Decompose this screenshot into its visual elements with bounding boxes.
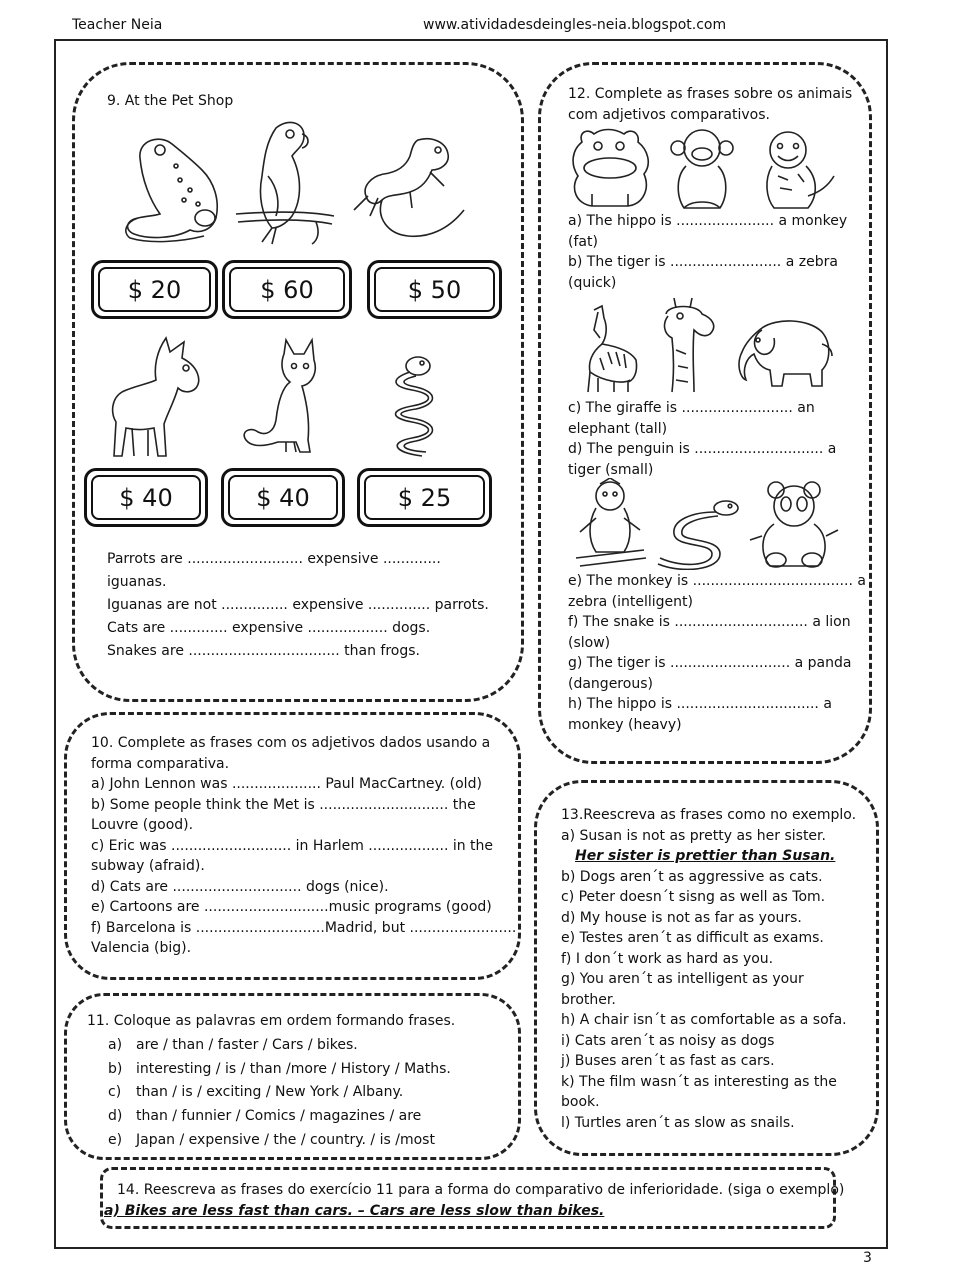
exercise-13-line: f) I don´t work as hard as you.: [561, 950, 774, 967]
snake-picture: [382, 352, 442, 462]
exercise-12-line: (slow): [568, 634, 611, 651]
header-url: www.atividadesdeingles-neia.blogspot.com: [423, 17, 727, 33]
giraffe-picture: [654, 294, 728, 394]
exercise-9-line: Iguanas are not ............... expensive .............. parrots.: [107, 597, 489, 613]
exercise-13-line: k) The film wasn´t as interesting as the: [561, 1073, 837, 1090]
exercise-13-line: brother.: [561, 991, 616, 1008]
exercise-10-text: [91, 733, 516, 959]
page-number: 3: [863, 1250, 872, 1266]
monkey-picture: [662, 126, 746, 212]
exercise-12-line: f) The snake is .............................. a lion: [568, 614, 851, 630]
exercise-12-line: e) The monkey is .................................... a: [568, 573, 866, 589]
exercise-13-example-question: a) Susan is not as pretty as her sister.: [561, 827, 826, 844]
exercise-13-line: g) You aren´t as intelligent as your: [561, 971, 804, 987]
parrot-picture: [232, 116, 340, 246]
exercise-13-line: c) Peter doesn´t sisng as well as Tom.: [561, 889, 826, 905]
exercise-12-line: b) The tiger is ......................... a zebra: [568, 254, 838, 270]
exercise-12-line: a) The hippo is ...................... a monkey: [568, 213, 848, 229]
price-tag-frog: $ 20: [91, 260, 218, 319]
exercise-12-sentences-ab: [568, 211, 847, 293]
elephant-picture: [732, 314, 834, 390]
exercise-10-line: a) John Lennon was .................... Paul MacCartney. (old): [91, 776, 482, 792]
exercise-9-line: Snakes are .................................. than frogs.: [107, 643, 420, 659]
list-item: e) Japan / expensive / the / country. / is /most: [108, 1131, 435, 1148]
cat-picture: [238, 336, 324, 456]
exercise-10-line: e) Cartoons are ............................music programs (good): [91, 899, 492, 915]
exercise-12-line: (fat): [568, 233, 598, 250]
tiger-picture: [748, 126, 838, 212]
list-item: c) than / is / exciting / New York / Albany.: [108, 1084, 404, 1101]
exercise-13-line: e) Testes aren´t as difficult as exams.: [561, 930, 824, 946]
exercise-13-title: 13.Reescreva as frases como no exemplo.: [561, 807, 857, 823]
list-item: b) interesting / is / than /more / History / Maths.: [108, 1060, 451, 1077]
header-author: Teacher Neia: [72, 17, 163, 33]
penguin-picture: [570, 478, 650, 570]
exercise-10-line: forma comparativa.: [91, 755, 230, 772]
list-item: d) than / funnier / Comics / magazines / are: [108, 1108, 422, 1125]
exercise-12-line: tiger (small): [568, 461, 654, 478]
exercise-14-example: a) Bikes are less fast than cars. – Cars are less slow than bikes.: [104, 1203, 605, 1219]
exercise-11-list: [108, 1034, 451, 1153]
hippo-picture: [568, 124, 656, 210]
exercise-12-line: (quick): [568, 274, 617, 291]
exercise-12-line: (dangerous): [568, 675, 653, 692]
panda-picture: [748, 480, 840, 570]
exercise-9-sentences: [107, 548, 489, 663]
price-tag-iguana: $ 50: [367, 260, 502, 319]
exercise-13-text: [561, 805, 856, 1133]
price-tag-snake: $ 25: [357, 468, 492, 527]
price-tag-dog: $ 40: [84, 468, 208, 527]
exercise-12-line: elephant (tall): [568, 420, 668, 437]
exercise-10-line: b) Some people think the Met is ............................. the: [91, 796, 476, 813]
dog-picture: [108, 332, 210, 462]
exercise-12-title: 12. Complete as frases sobre os animais com adjetivos comparativos.: [568, 86, 853, 123]
exercise-12-line: d) The penguin is ............................. a: [568, 441, 837, 457]
frog-picture: [120, 130, 230, 248]
snake-picture-2: [652, 496, 746, 570]
iguana-picture: [348, 130, 470, 246]
exercise-12-line: g) The tiger is ........................... a panda: [568, 655, 852, 671]
exercise-10-line: d) Cats are ............................. dogs (nice).: [91, 878, 389, 895]
exercise-9-title: 9. At the Pet Shop: [107, 93, 234, 109]
exercise-10-line: 10. Complete as frases com os adjetivos dados usando a: [91, 735, 491, 751]
exercise-13-line: b) Dogs aren´t as aggressive as cats.: [561, 868, 823, 885]
exercise-13-line: h) A chair isn´t as comfortable as a sofa.: [561, 1012, 847, 1028]
exercise-12-line: monkey (heavy): [568, 716, 682, 733]
exercise-13-line: d) My house is not as far as yours.: [561, 909, 802, 926]
exercise-12-sentences-eh: [568, 571, 866, 735]
list-item: a) are / than / faster / Cars / bikes.: [108, 1037, 358, 1053]
exercise-9-line: Cats are ............. expensive .................. dogs.: [107, 620, 431, 636]
zebra-picture: [574, 302, 644, 394]
exercise-9-line: Parrots are .......................... expensive .............: [107, 551, 441, 567]
exercise-14-title: 14. Reescreva as frases do exercício 11 para a forma do comparativo de inferioridade. (siga o exemplo): [117, 1182, 845, 1198]
exercise-10-line: subway (afraid).: [91, 858, 205, 874]
exercise-13-line: book.: [561, 1094, 600, 1110]
exercise-9-line: iguanas.: [107, 574, 167, 590]
exercise-13-line: l) Turtles aren´t as slow as snails.: [561, 1114, 795, 1131]
exercise-10-line: f) Barcelona is .............................Madrid, but ........................: [91, 919, 517, 936]
exercise-13-line: j) Buses aren´t as fast as cars.: [561, 1053, 775, 1069]
exercise-10-line: Valencia (big).: [91, 940, 192, 956]
exercise-12-sentences-cd: [568, 398, 836, 480]
exercise-11-title: 11. Coloque as palavras em ordem formando frases.: [87, 1013, 456, 1029]
exercise-10-line: c) Eric was ........................... in Harlem .................. in the: [91, 837, 494, 854]
exercise-12-line: h) The hippo is ................................ a: [568, 696, 832, 712]
exercise-10-line: Louvre (good).: [91, 817, 194, 833]
price-tag-cat: $ 40: [221, 468, 345, 527]
exercise-12-line: c) The giraffe is ......................... an: [568, 400, 815, 416]
price-tag-parrot: $ 60: [222, 260, 352, 319]
exercise-12-line: zebra (intelligent): [568, 593, 693, 610]
exercise-13-line: i) Cats aren´t as noisy as dogs: [561, 1032, 775, 1049]
exercise-13-example-answer: Her sister is prettier than Susan.: [575, 848, 836, 864]
